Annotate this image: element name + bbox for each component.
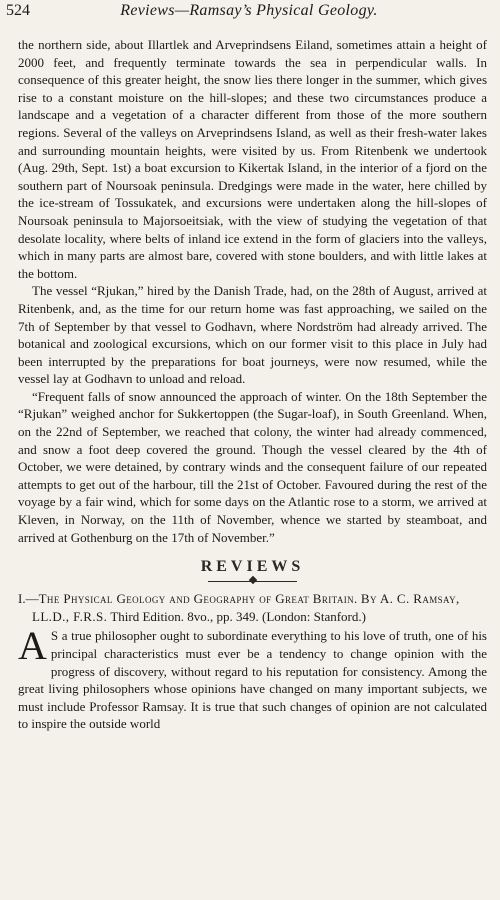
review-text: S a true philosopher ought to subordinate everything to his love of truth, one of his principal characteristics must ever be a tendency to change opinion with the progress of discovery, without regard to his reputation for consistency. Among the great living philosophers whose opinions have changed on many important subjects, we must include Professor Ramsay. It is true that such changes of opinion are not calculated to inspire the outside world: [18, 628, 487, 732]
paragraph-2: The vessel “Rjukan,” hired by the Danish Trade, had, on the 28th of August, arrived at Ritenbenk, and, as the time for our return home was fast approaching, we sailed on the 7th of September by that vessel to Godhavn, where Nordström had already arrived. The botanical and zoological excursions, which on our former visit to this place in July had been interrupted by the preparations for boat journeys, were now resumed, while the vessel lay at Godhavn to unload and reload.: [18, 283, 487, 387]
review-author: By A. C. Ramsay, LL.D., F.R.S.: [32, 591, 460, 624]
section-title: REVIEWS: [200, 558, 305, 576]
drop-cap: A: [18, 623, 47, 669]
running-header: [6, 2, 492, 22]
review-book-title: The Physical Geology and Geography of Great Britain.: [38, 591, 358, 607]
page-number: 524: [6, 2, 30, 19]
review-heading: [18, 590, 487, 625]
review-number: I.—: [18, 591, 39, 607]
review-details: Third Edition. 8vo., pp. 349. (London: Stanford.): [110, 608, 366, 624]
section-ornament: [18, 576, 487, 586]
paragraph-1: the northern side, about Illartlek and Arveprindsens Eiland, sometimes attain a height of 2000 feet, and frequently terminate towards the sea in perpendicular walls. In consequence of this greater height, the snow lies there longer in the summer, which gives rise to a constant moisture on the hill-slopes; and these two circumstances produce a landscape and a vegetation of a character different from those of the more southern regions. Several of the valleys on Arveprindsens Island, as well as their fresh-water lakes and surrounding mountain heights, were visited by us. From Ritenbenk we undertook (Aug. 29th, Sept. 1st) a boat excursion to Kikertak Island, in the interior of a fjord on the southern part of Noursoak peninsula. Dredgings were made in the water, here chilled by the ice-stream of Tossukatek, and excursions were undertaken along the hill-slopes of Noursoak peninsula to Majorsoeitsiak, with the view of studying the vegetation of that desolate locality, where belts of inland ice extend in the form of glaciers into the valleys, which in many parts are almost bare, covered with stone boulders, and with little lakes at the bottom.: [18, 37, 487, 281]
review-paragraph: [18, 623, 487, 733]
paragraph-3: “Frequent falls of snow announced the approach of winter. On the 18th September the “Rjukan” weighed anchor for Sukkertoppen (the Sugar-loaf), in South Greenland. When, on the 22nd of September, we reached that colony, the winter had already commenced, and snow a foot deep covered the ground. Though the vessel cleared by the 4th of October, we were detained, by contrary winds and the consequent failure of our repeated attempts to get out of the harbour, till the 21st of October. Favoured during the rest of the voyage by a fair wind, which for some days on the Atlantic rose to a storm, we arrived at Kleven, in Norway, on the 11th of November, whence we started by steamboat, and arrived at Gothenburg on the 17th of November.”: [18, 388, 487, 545]
ornament-diamond-icon: [248, 576, 256, 584]
running-title: Reviews—Ramsay’s Physical Geology.: [120, 2, 378, 19]
page-body: [18, 36, 487, 733]
